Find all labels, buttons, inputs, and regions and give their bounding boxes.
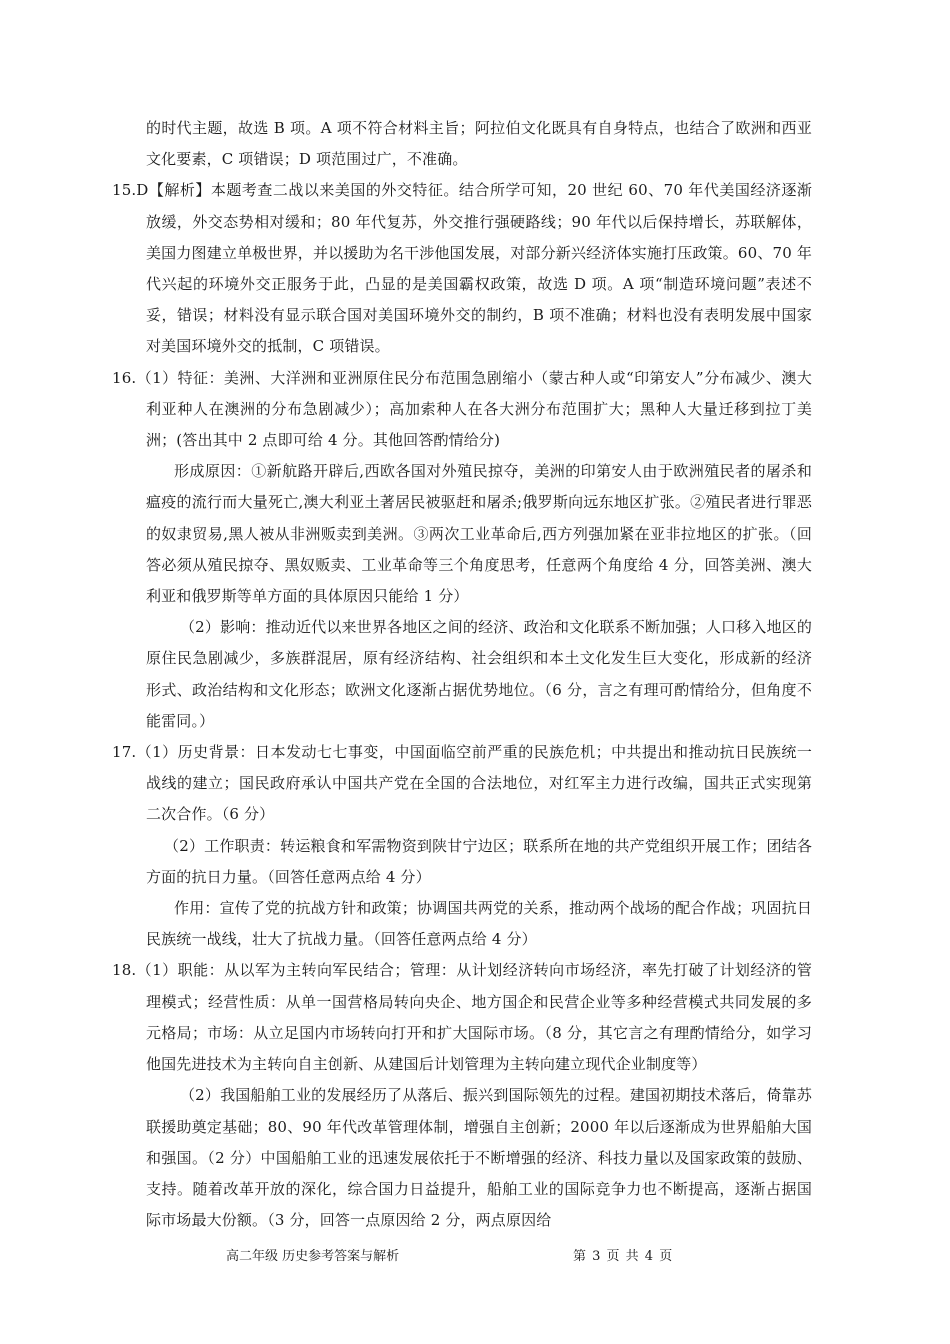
answer-18-part1: 18.（1）职能：从以军为主转向军民结合；管理：从计划经济转向市场经济，率先打破了计划经济的管理模式；经营性质：从单一国营格局转向央企、地方国企和民营企业等多种经营模式共同发展的多元格局；市场：从立足国内市场转向打开和扩大国际市场。（8 分，其它言之有理酌情给分，如学习他国先进技术为主转向自主创新、从建国后计划管理为主转向建立现代企业制度等） — [112, 961, 812, 1074]
answer-17-role: 作用：宣传了党的抗战方针和政策；协调国共两党的关系，推动两个战场的配合作战；巩固抗日民族统一战线，壮大了抗战力量。（回答任意两点给 4 分） — [146, 899, 812, 949]
answer-content — [112, 113, 812, 1236]
answer-15: 15.D【解析】本题考查二战以来美国的外交特征。结合所学可知，20 世纪 60、70 年代美国经济逐渐放缓，外交态势相对缓和；80 年代复苏，外交推行强硬路线；90 年代以后保持增长，苏联解体，美国力图建立单极世界，并以援助为名干涉他国发展，对部分新兴经济体实施打压政策。60、70 年代兴起的环境外交正服务于此，凸显的是美国霸权政策，故选 D 项。A 项“制造环境问题”表述不妥，错误；材料没有显示联合国对美国环境外交的制约，B 项不准确；材料也没有表明发展中国家对美国环境外交的抵制，C 项错误。 — [112, 181, 812, 356]
answer-18-part2: （2）我国船舶工业的发展经历了从落后、振兴到国际领先的过程。建国初期技术落后，倚靠苏联援助奠定基础；80、90 年代改革管理体制，增强自主创新；2000 年以后逐渐成为世界船舶大国和强国。（2 分）中国船舶工业的迅速发展依托于不断增强的经济、科技力量以及国家政策的鼓励、支持。随着改革开放的深化，综合国力日益提升，船舶工业的国际竞争力也不断提高，逐渐占据国际市场最大份额。（3 分，回答一点原因给 2 分，两点原因给 — [146, 1086, 812, 1230]
answer-16-part2: （2）影响：推动近代以来世界各地区之间的经济、政治和文化联系不断加强；人口移入地区的原住民急剧减少，多族群混居，原有经济结构、社会组织和本土文化发生巨大变化，形成新的经济形式、政治结构和文化形态；欧洲文化逐渐占据优势地位。（6 分，言之有理可酌情给分，但角度不能雷同。） — [146, 618, 812, 730]
answer-16-part1: 16.（1）特征：美洲、大洋洲和亚洲原住民分布范围急剧缩小（蒙古种人或“印第安人”分布减少、澳大利亚种人在澳洲的分布急剧减少）；高加索种人在各大洲分布范围扩大；黑种人大量迁移到拉丁美洲；(答出其中 2 点即可给 4 分。其他回答酌情给分) — [112, 368, 812, 450]
answer-17-part2: （2）工作职责：转运粮食和军需物资到陕甘宁边区；联系所在地的共产党组织开展工作；团结各方面的抗日力量。（回答任意两点给 4 分） — [146, 836, 812, 886]
page-number: 第 3 页 共 4 页 — [573, 1249, 674, 1264]
footer-title: 高二年级 历史参考答案与解析 — [226, 1249, 400, 1264]
paragraph-continuation: 的时代主题，故选 B 项。A 项不符合材料主旨；阿拉伯文化既具有自身特点，也结合了欧洲和西亚文化要素，C 项错误；D 项范围过广，不准确。 — [146, 119, 812, 169]
answer-17-part1: 17.（1）历史背景：日本发动七七事变，中国面临空前严重的民族危机；中共提出和推动抗日民族统一战线的建立；国民政府承认中国共产党在全国的合法地位，对红军主力进行改编，国共正式实现第二次合作。（6 分） — [112, 743, 812, 824]
answer-16-causes: 形成原因：①新航路开辟后,西欧各国对外殖民掠夺，美洲的印第安人由于欧洲殖民者的屠杀和瘟疫的流行而大量死亡,澳大利亚土著居民被驱赶和屠杀;俄罗斯向远东地区扩张。②殖民者进行罪恶的奴隶贸易,黑人被从非洲贩卖到美洲。③两次工业革命后,西方列强加紧在亚非拉地区的扩张。（回答必须从殖民掠夺、黑奴贩卖、工业革命等三个角度思考，任意两个角度给 4 分，回答美洲、澳大利亚和俄罗斯等单方面的具体原因只能给 1 分） — [146, 462, 812, 606]
